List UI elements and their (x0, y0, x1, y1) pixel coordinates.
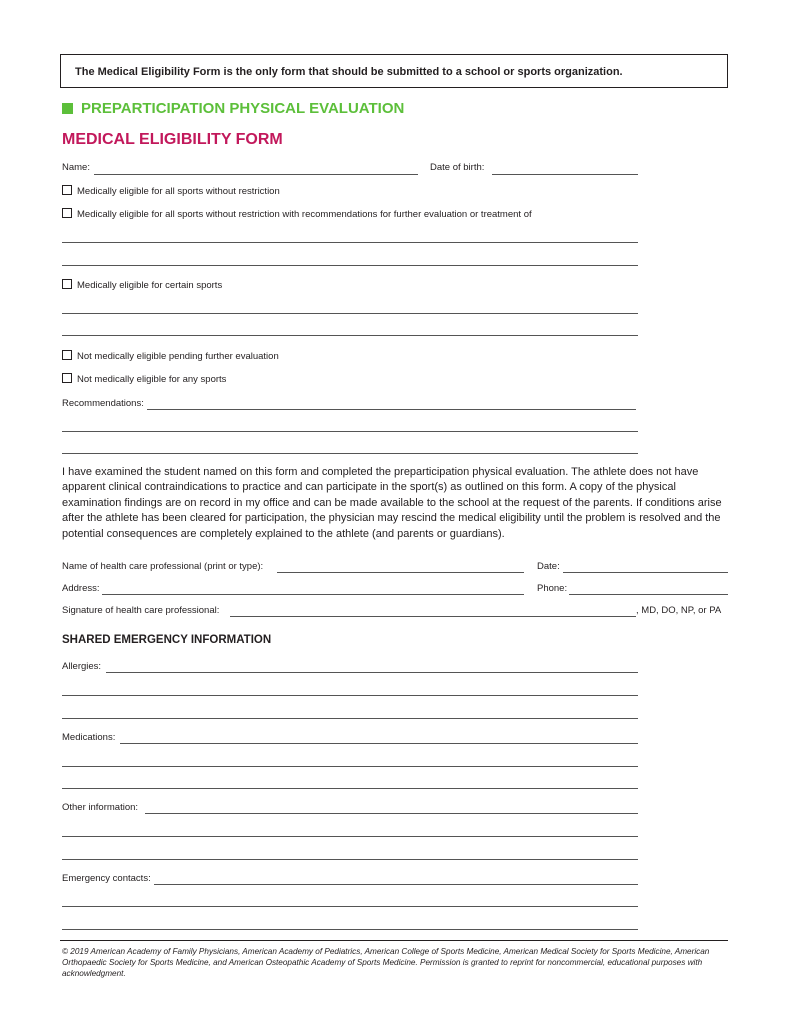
name-label: Name: (62, 162, 90, 173)
date-field[interactable] (563, 572, 728, 573)
hcp-name-label: Name of health care professional (print or type): (62, 561, 264, 572)
checkbox-eligible-certain[interactable] (62, 279, 72, 289)
green-square-icon (62, 103, 73, 114)
recommendations-line-2[interactable] (62, 431, 638, 432)
signature-label: Signature of health care professional: (62, 605, 220, 616)
section-heading-text: PREPARTICIPATION PHYSICAL EVALUATION (81, 100, 405, 117)
other-info-line-2[interactable] (62, 836, 638, 837)
option-eligible-all[interactable] (62, 185, 280, 197)
allergies-label: Allergies: (62, 661, 102, 672)
checkbox-eligible-all[interactable] (62, 185, 72, 195)
option-eligible-all-recs-label: Medically eligible for all sports without restriction with recommendations for further evaluation or treatment of (77, 209, 532, 220)
other-info-label: Other information: (62, 802, 139, 813)
credentials-text: , MD, DO, NP, or PA (636, 605, 722, 616)
emergency-contacts-label: Emergency contacts: (62, 873, 151, 884)
shared-heading: SHARED EMERGENCY INFORMATION (62, 634, 272, 646)
allergies-line-3[interactable] (62, 718, 638, 719)
medications-label: Medications: (62, 732, 116, 743)
address-field[interactable] (102, 594, 524, 595)
medications-field[interactable] (120, 743, 638, 744)
certain-line-2[interactable] (62, 335, 638, 336)
checkbox-eligible-all-recs[interactable] (62, 208, 72, 218)
name-field[interactable] (94, 174, 418, 175)
other-info-field[interactable] (145, 813, 638, 814)
form-title: MEDICAL ELIGIBILITY FORM (62, 131, 283, 148)
recommendations-label: Recommendations: (62, 398, 144, 409)
date-label: Date: (537, 561, 560, 572)
checkbox-not-eligible-pending[interactable] (62, 350, 72, 360)
certain-line-1[interactable] (62, 313, 638, 314)
allergies-field[interactable] (106, 672, 638, 673)
option-not-eligible-any[interactable] (62, 373, 226, 385)
recs-line-2[interactable] (62, 265, 638, 266)
medications-line-3[interactable] (62, 788, 638, 789)
other-info-line-3[interactable] (62, 859, 638, 860)
address-label: Address: (62, 583, 100, 594)
attestation-paragraph: I have examined the student named on this form and completed the preparticipation physical evaluation. The athlete does not have apparent clinical contraindications to practice and can participate in the sport(s) as outlined on this form. A copy of the physical examination findings are on record in my office and can be made available to the school at the request of the parents. If conditions arise after the athlete has been cleared for participation, the physician may rescind the medical eligibility until the problem is resolved and the potential consequences are completely explained to the athlete (and parents or guardians). (62, 466, 722, 540)
phone-field[interactable] (569, 594, 728, 595)
option-eligible-certain[interactable] (62, 279, 222, 291)
footer-divider (60, 940, 728, 941)
option-eligible-all-label: Medically eligible for all sports without restriction (77, 186, 280, 197)
option-not-eligible-pending-label: Not medically eligible pending further evaluation (77, 351, 279, 362)
recs-line-1[interactable] (62, 242, 638, 243)
hcp-name-field[interactable] (277, 572, 524, 573)
medications-line-2[interactable] (62, 766, 638, 767)
checkbox-not-eligible-any[interactable] (62, 373, 72, 383)
emergency-contacts-line-2[interactable] (62, 906, 638, 907)
section-heading (62, 100, 404, 117)
dob-field[interactable] (492, 174, 638, 175)
option-not-eligible-pending[interactable] (62, 350, 279, 362)
allergies-line-2[interactable] (62, 695, 638, 696)
option-eligible-certain-label: Medically eligible for certain sports (77, 280, 223, 291)
signature-field[interactable] (230, 616, 636, 617)
eligibility-notice: The Medical Eligibility Form is the only form that should be submitted to a school or sports organization. (60, 54, 728, 88)
recommendations-field[interactable] (147, 409, 636, 410)
copyright-footer: © 2019 American Academy of Family Physicians, American Academy of Pediatrics, American College of Sports Medicine, American Medical Society for Sports Medicine, American Orthopaedic Society for Sports Medicine, and American Osteopathic Academy of Sports Medicine. Permission is granted to reprint for noncommercial, educational purposes with acknowledgment. (62, 947, 710, 979)
emergency-contacts-field[interactable] (154, 884, 638, 885)
option-eligible-all-recs[interactable] (62, 208, 532, 220)
dob-label: Date of birth: (430, 162, 485, 173)
option-not-eligible-any-label: Not medically eligible for any sports (77, 374, 227, 385)
recommendations-line-3[interactable] (62, 453, 638, 454)
emergency-contacts-line-3[interactable] (62, 929, 638, 930)
phone-label: Phone: (537, 583, 568, 594)
